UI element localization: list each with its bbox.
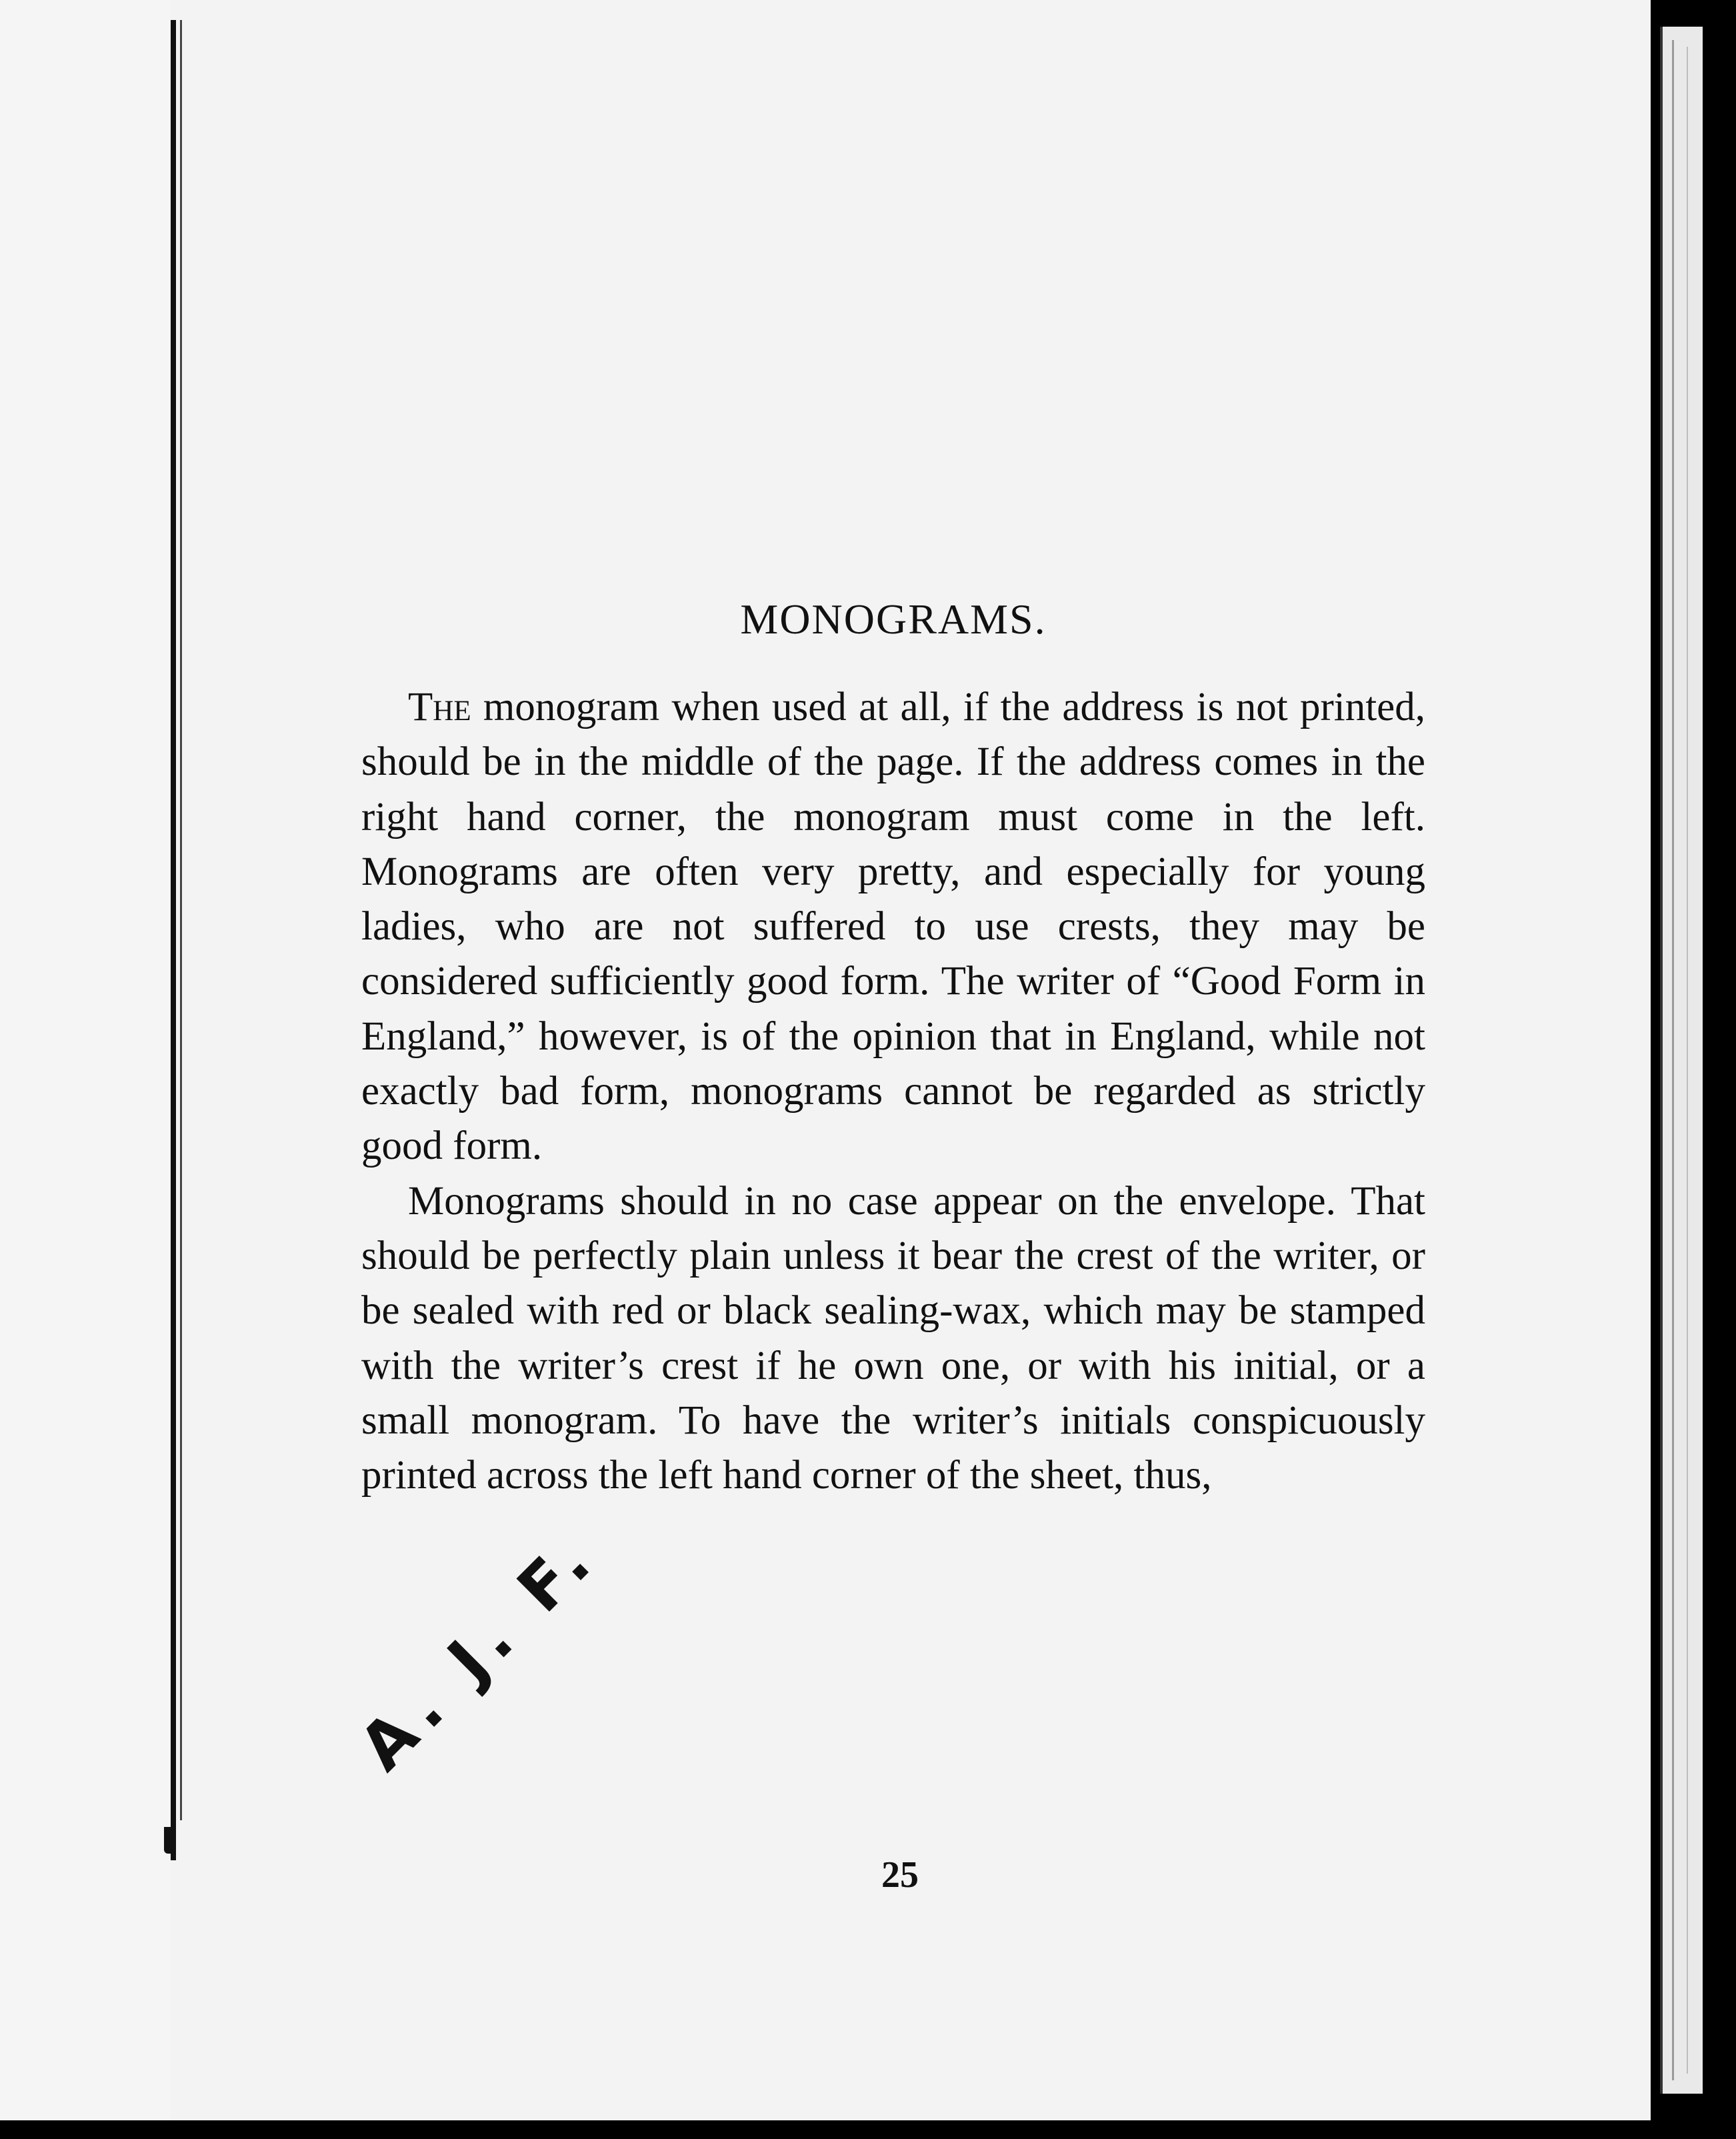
paragraph-2 (361, 1174, 1425, 1504)
monogram-sample: A. J. F. (345, 1519, 611, 1785)
paragraph-2-text: Monograms should in no case appear on the envelope. That should be perfectly plain unless it bear the crest of the writer, or be sealed with red or black sealing-wax, which may be stamped with the writer’s crest if he own one, or with his initial, or a small monogram. To have the writer’s initials conspicuously printed across the left hand corner of the sheet, thus, (361, 1178, 1425, 1498)
scan-border-bottom (0, 2120, 1736, 2139)
fore-edge-leaves (1660, 27, 1703, 2094)
binding-edge (171, 20, 176, 1860)
fore-edge-leaf-line (1672, 40, 1674, 2080)
page-title: MONOGRAMS. (740, 595, 1047, 643)
binding-edge-inner (180, 20, 182, 1820)
paragraph-1 (361, 680, 1425, 1174)
left-margin (0, 0, 171, 2120)
body-text (361, 680, 1425, 1503)
fore-edge-leaf-line-2 (1687, 47, 1688, 2074)
paragraph-1-text: monogram when used at all, if the address is not printed, should be in the middle of the page. If the address comes in the right hand corner, the monogram must come in the left. Monograms are often very pretty, and especially for young ladies, who are not suffered to use crests, they may be considered sufficiently good form. The writer of “Good Form in England,” however, is of the opinion that in England, while not exactly bad form, monograms cannot be regarded as strictly good form. (361, 685, 1425, 1169)
binding-notch (164, 1827, 176, 1854)
page-number: 25 (881, 1854, 919, 1896)
paragraph-1-lead: The (408, 685, 471, 729)
